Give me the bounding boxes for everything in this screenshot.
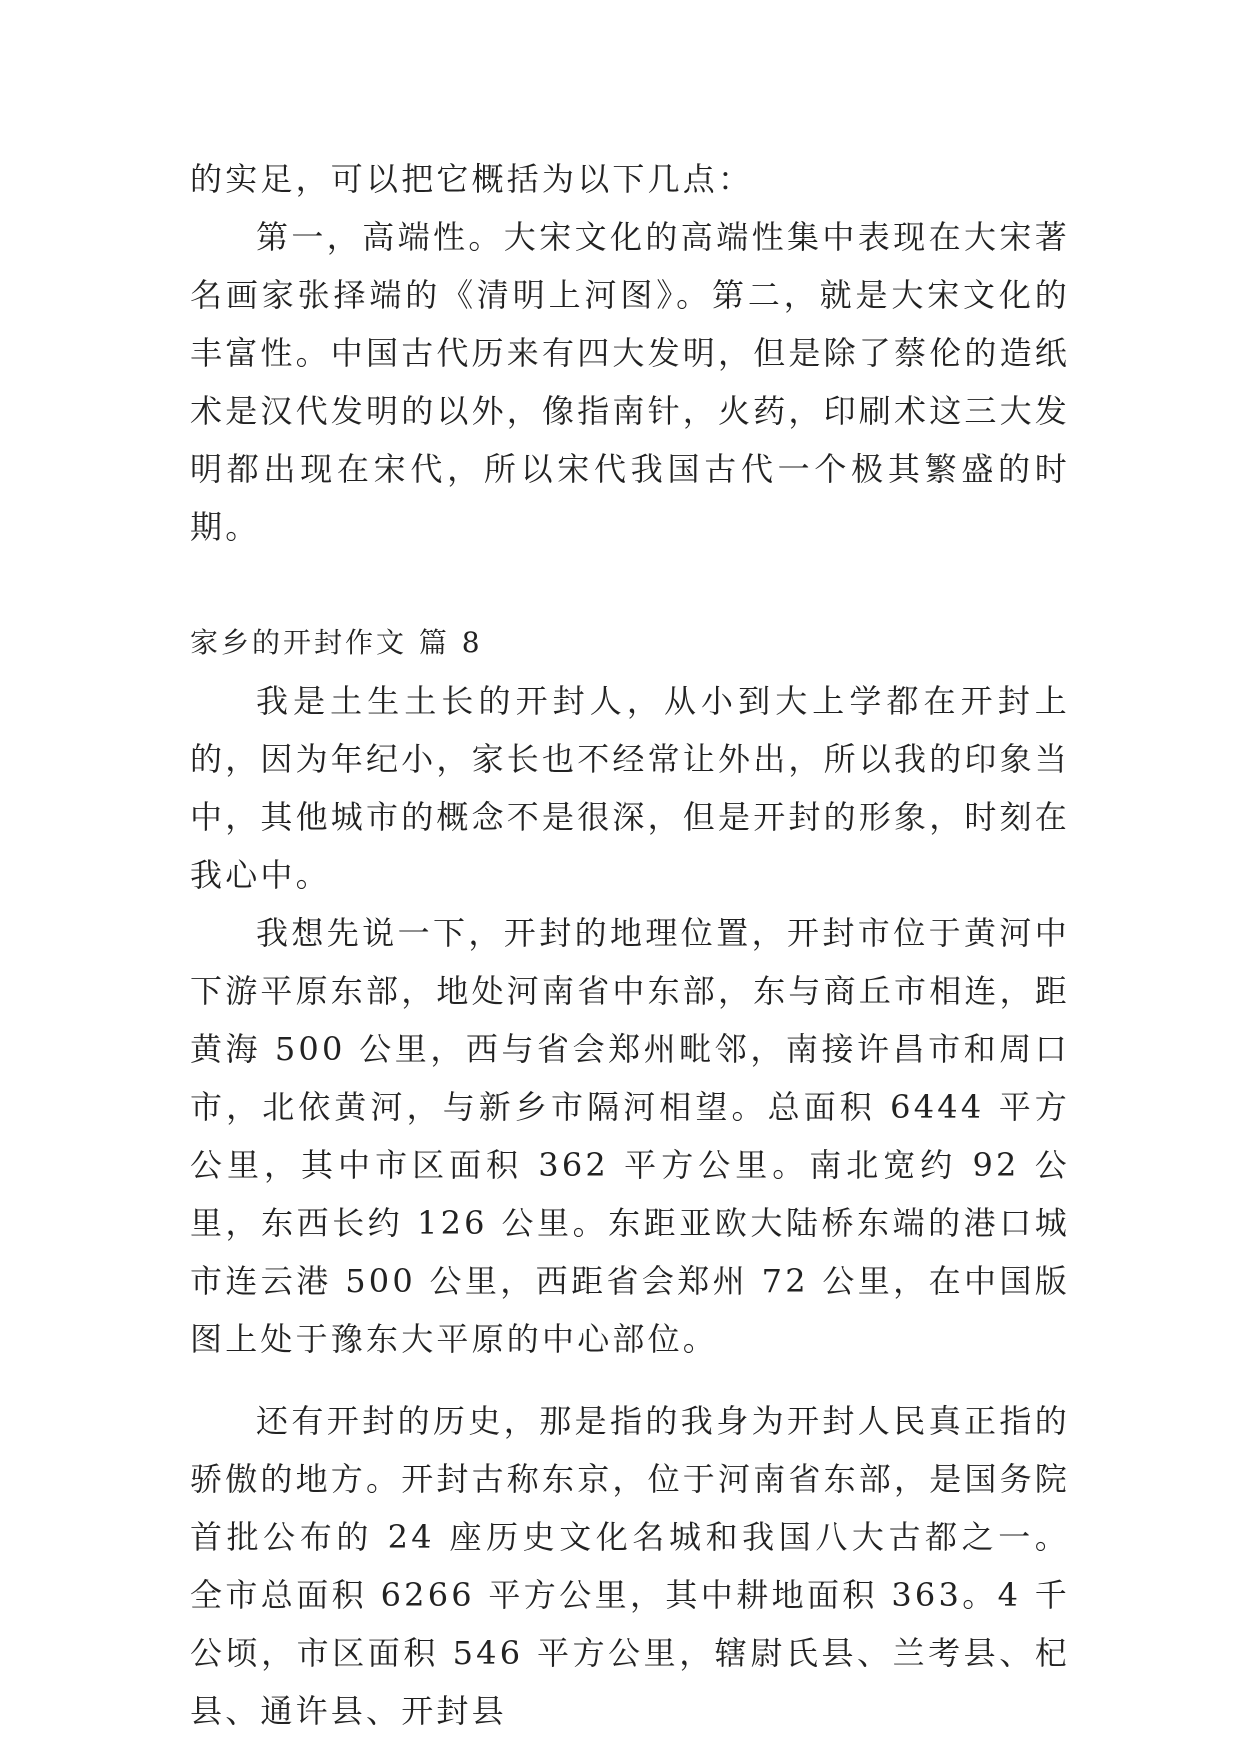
paragraph-spacer — [190, 1368, 1070, 1392]
section-title: 家乡的开封作文 篇 8 — [190, 626, 483, 659]
paragraph-history: 还有开封的历史，那是指的我身为开封人民真正指的骄傲的地方。开封古称东京，位于河南省东部，是国务院首批公布的 24 座历史文化名城和我国八大古都之一。全市总面积 6266 平方公里，其中耕地面积 363。4 千公顷，市区面积 546 平方公里，辖尉氏县、兰考县、杞县、通许县、开封县 — [190, 1402, 1071, 1730]
document-page — [190, 150, 1070, 1740]
section-spacer — [190, 556, 1070, 614]
paragraph-geography: 我想先说一下，开封的地理位置，开封市位于黄河中下游平原东部，地处河南省中东部，东与商丘市相连，距黄海 500 公里，西与省会郑州毗邻，南接许昌市和周口市，北依黄河，与新乡市隔河相望。总面积 6444 平方公里，其中市区面积 362 平方公里。南北宽约 92 公里，东西长约 126 公里。东距亚欧大陆桥东端的港口城市连云港 500 公里，西距省会郑州 72 公里，在中国版图上处于豫东大平原的中心部位。 — [190, 914, 1071, 1358]
paragraph-song-culture: 第一，高端性。大宋文化的高端性集中表现在大宋著名画家张择端的《清明上河图》。第二，就是大宋文化的丰富性。中国古代历来有四大发明，但是除了蔡伦的造纸术是汉代发明的以外，像指南针，火药，印刷术这三大发明都出现在宋代，所以宋代我国古代一个极其繁盛的时期。 — [190, 218, 1071, 546]
paragraph-native-kaifeng: 我是土生土长的开封人，从小到大上学都在开封上的，因为年纪小，家长也不经常让外出，所以我的印象当中，其他城市的概念不是很深，但是开封的形象，时刻在我心中。 — [190, 682, 1071, 894]
paragraph-continuation: 的实足，可以把它概括为以下几点： — [190, 160, 754, 198]
